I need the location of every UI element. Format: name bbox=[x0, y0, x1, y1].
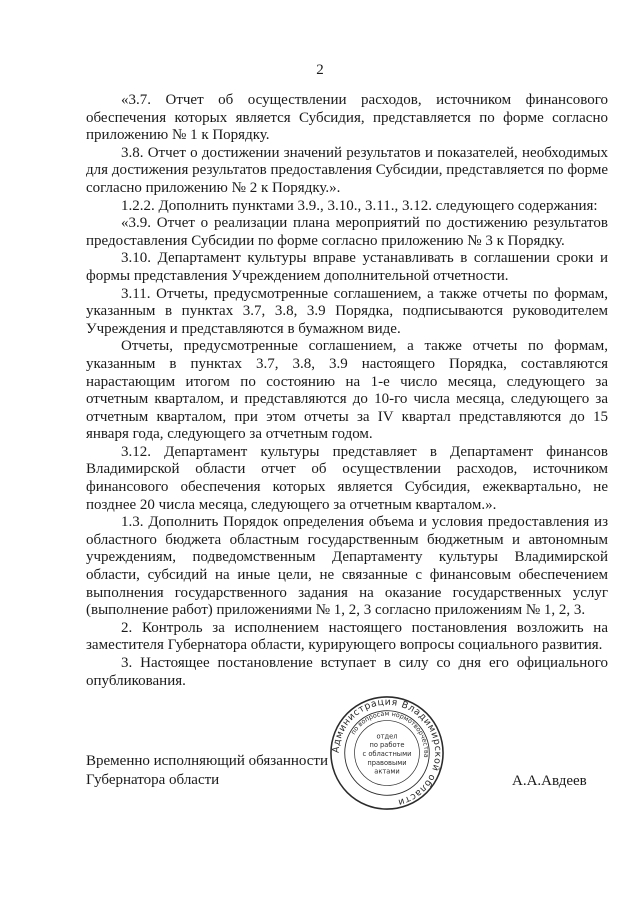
paragraph: 1.2.2. Дополнить пунктами 3.9., 3.10., 3.11., 3.12. следующего содержания: bbox=[121, 197, 598, 214]
signature-title bbox=[86, 752, 328, 790]
stamp-center-line: правовыми bbox=[367, 758, 407, 767]
paragraph: 3.12. Департамент культуры представляет в Департамент финансов Владимирской области отчет об осуществлении расходов, источником финансового обеспечения которых является Субсидия, ежеквартально, не позднее 20 числа месяца, следующего за отчетным кварталом.». bbox=[86, 443, 608, 513]
paragraph: 3.11. Отчеты, предусмотренные соглашением, а также отчеты по формам, указанным в пунктах 3.7, 3.8, 3.9 Порядка, подписываются руководителем Учреждения и представляются в бумажном виде. bbox=[86, 285, 608, 337]
official-stamp bbox=[328, 694, 446, 812]
stamp-center-line: отдел bbox=[376, 732, 398, 741]
document-body bbox=[86, 92, 608, 690]
paragraph: Отчеты, предусмотренные соглашением, а также отчеты по формам, указанным в пунктах 3.7, 3.8, 3.9 настоящего Порядка, составляются нарастающим итогом по состоянию на 1-е число месяца, следующего за отчетным кварталом, и представляются до 10-го числа месяца, следующего за отчетным кварталом, при этом отчеты за IV квартал представляются до 15 января года, следующего за отчетным годом. bbox=[86, 338, 608, 443]
paragraph: «3.7. Отчет об осуществлении расходов, источником финансового обеспечения которых является Субсидия, представляется по форме согласно приложению № 1 к Порядку. bbox=[86, 92, 608, 144]
stamp-center-line: с областными bbox=[362, 749, 412, 758]
stamp-center-line: актами bbox=[374, 767, 400, 776]
paragraph: 2. Контроль за исполнением настоящего постановления возложить на заместителя Губернатора области, курирующего вопросы социального развития. bbox=[86, 619, 608, 654]
stamp-inner-text: по вопросам нормотворчества bbox=[349, 709, 431, 759]
stamp-outer-text: Администрация Владимирской области bbox=[330, 696, 444, 808]
signature-title-line: Временно исполняющий обязанности bbox=[86, 753, 329, 769]
paragraph: 1.3. Дополнить Порядок определения объема и условия предоставления из областного бюджета областным государственным бюджетным и автономным учреждениям, подведомственным Департаменту культуры Владимирской области, субсидий на иные цели, не связанные с финансовым обеспечением выполнения государственного задания на оказание государственных услуг (выполнение работ) приложениями № 1, 2, 3 согласно приложениям № 1, 2, 3. bbox=[86, 514, 608, 619]
signatory-name: А.А.Авдеев bbox=[512, 773, 587, 789]
paragraph: 3.8. Отчет о достижении значений результатов и показателей, необходимых для достижения результатов предоставления Субсидии, представляется по форме согласно приложению № 2 к Порядку.». bbox=[86, 144, 608, 196]
paragraph: 3.10. Департамент культуры вправе устанавливать в соглашении сроки и формы представления Учреждением дополнительной отчетности. bbox=[86, 250, 608, 284]
signature-title-line: Губернатора области bbox=[86, 772, 220, 788]
page-number: 2 bbox=[316, 62, 324, 78]
paragraph: 3. Настоящее постановление вступает в силу со дня его официального опубликования. bbox=[86, 655, 608, 689]
paragraph: «3.9. Отчет о реализации плана мероприятий по достижению результатов предоставления Субсидии по форме согласно приложению № 3 к Порядку. bbox=[86, 215, 608, 249]
stamp-center-line: по работе bbox=[369, 741, 405, 750]
